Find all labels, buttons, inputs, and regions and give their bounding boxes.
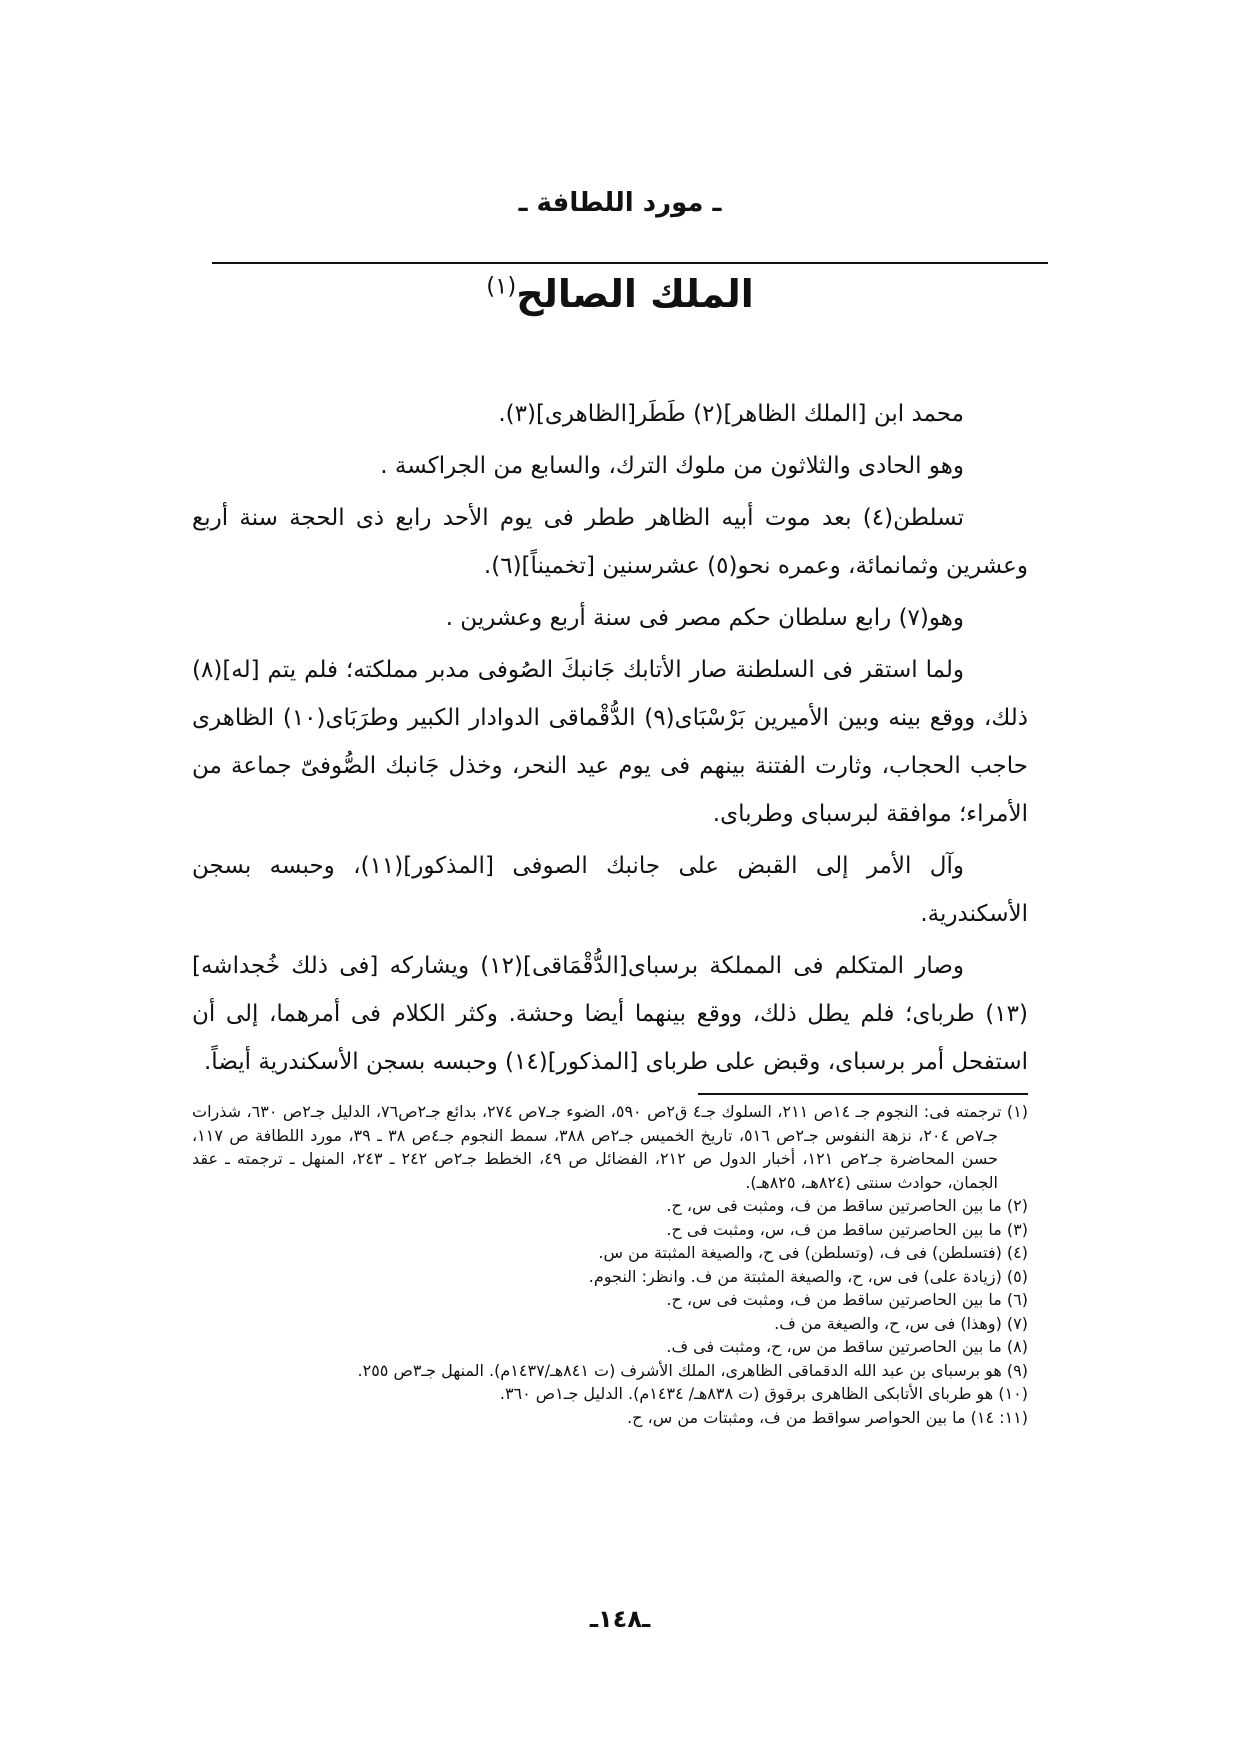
footnote: (٩) هو برسباى بن عبد الله الدقماقى الظاهرى، الملك الأشرف (ت ٨٤١هـ/١٤٣٧م). المنهل جـ٣ص ٢٥٥. [357, 1360, 1028, 1380]
footnote: (٤) (فتسلطن) فى ف، (وتسلطن) فى ح، والصيغة المثبتة من س. [598, 1243, 1028, 1262]
footnote: (٢) ما بين الحاصرتين ساقط من ف، ومثبت فى س، ح. [666, 1196, 1028, 1215]
footnote: (٦) ما بين الحاصرتين ساقط من ف، ومثبت فى س، ح. [666, 1290, 1028, 1309]
footnote: (٥) (زيادة على) فى س، ح، والصيغة المثبتة من ف. وانظر: النجوم. [588, 1266, 1028, 1286]
footnote-divider [698, 1093, 1028, 1095]
paragraph: تسلطن(٤) بعد موت أبيه الظاهر ططر فى يوم الأحد رابع ذى الحجة سنة أربع وعشرين وثمانمائة، وعمره نحو(٥) عشرسنين [تخميناً](٦). [192, 505, 1028, 579]
chapter-title-text: الملك الصالح [516, 272, 754, 316]
paragraph: وصار المتكلم فى المملكة برسباى[الدُّقْمَاقى](١٢) ويشاركه [فى ذلك خُجداشه](١٣) طرباى؛ فلم يطل ذلك، ووقع بينهما أيضا وحشة. وكثر الكلام فى أمرهما، إلى أن استفحل أمر برسباى، وقبض على طرباى [المذكور](١٤) وحبسه بسجن الأسكندرية أيضاً. [192, 953, 1028, 1075]
chapter-title [0, 272, 1240, 316]
footnote: (١٠) هو طرباى الأتابكى الظاهرى برقوق (ت ٨٣٨هـ/ ١٤٣٤م). الدليل جـ١ص ٣٦٠. [499, 1384, 1028, 1403]
footnote: (٨) ما بين الحاصرتين ساقط من س، ح، ومثبت فى ف. [666, 1337, 1028, 1356]
footnote: (٣) ما بين الحاصرتين ساقط من ف، س، ومثبت فى ح. [666, 1219, 1028, 1239]
footnote: (١) ترجمته فى: النجوم جـ ١٤ص ٢١١، السلوك جـ٤ ق٢ص ٥٩٠، الضوء جـ٧ص ٢٧٤، بدائع جـ٢ص٧٦، الدليل جـ٢ص ٦٣٠، شذرات جـ٧ص ٢٠٤، نزهة النفوس جـ٢ص ٥١٦، تاريخ الخميس جـ٢ص ٣٨٨، سمط النجوم جـ٤ص ٣٨ ـ ٣٩، مورد اللطافة ص ١١٧، حسن المحاضرة جـ٢ص ١٢١، أخبار الدول ص ٢١٢، الفضائل ص ٤٩، الخطط جـ٢ص ٢٤٢ ـ ٢٤٣، المنهل ـ ترجمته ـ عقد الجمان، حوادث سنتى (٨٢٤هـ، ٨٢٥هـ). [192, 1102, 1028, 1192]
footnote: (٧) (وهذا) فى س، ح، والصيغة من ف. [774, 1313, 1028, 1333]
header-divider [212, 262, 1048, 264]
paragraph: ولما استقر فى السلطنة صار الأتابك جَانبكَ الصُوفى مدبر مملكته؛ فلم يتم [له](٨) ذلك، ووقع بينه وبين الأميرين بَرْسْبَاى(٩) الدُّقْماقى الدوادار الكبير وطرَبَاى(١٠) الظاهرى حاجب الحجاب، وثارت الفتنة بينهم فى يوم عيد النحر، وخذل جَانبك الصُّوفىّ جماعة من الأمراء؛ موافقة لبرسباى وطرباى. [192, 657, 1028, 827]
paragraph: وهو(٧) رابع سلطان حكم مصر فى سنة أربع وعشرين . [445, 605, 964, 631]
paragraph: وهو الحادى والثلاثون من ملوك الترك، والسابع من الجراكسة . [380, 453, 964, 479]
body-text [192, 390, 1028, 1090]
paragraph: محمد ابن [الملك الظاهر](٢) طَطَر[الظاهرى](٣). [498, 401, 964, 427]
chapter-footnote-ref: (١) [486, 273, 517, 300]
paragraph: وآل الأمر إلى القبض على جانبك الصوفى [المذكور](١١)، وحبسه بسجن الأسكندرية. [192, 853, 1028, 927]
running-header: ـ مورد اللطافة ـ [518, 188, 722, 218]
footnotes [192, 1100, 1028, 1429]
page-number: ـ١٤٨ـ [589, 1605, 651, 1633]
footnote: (١١: ١٤) ما بين الحواصر سواقط من ف، ومثبتات من س، ح. [627, 1407, 1028, 1427]
